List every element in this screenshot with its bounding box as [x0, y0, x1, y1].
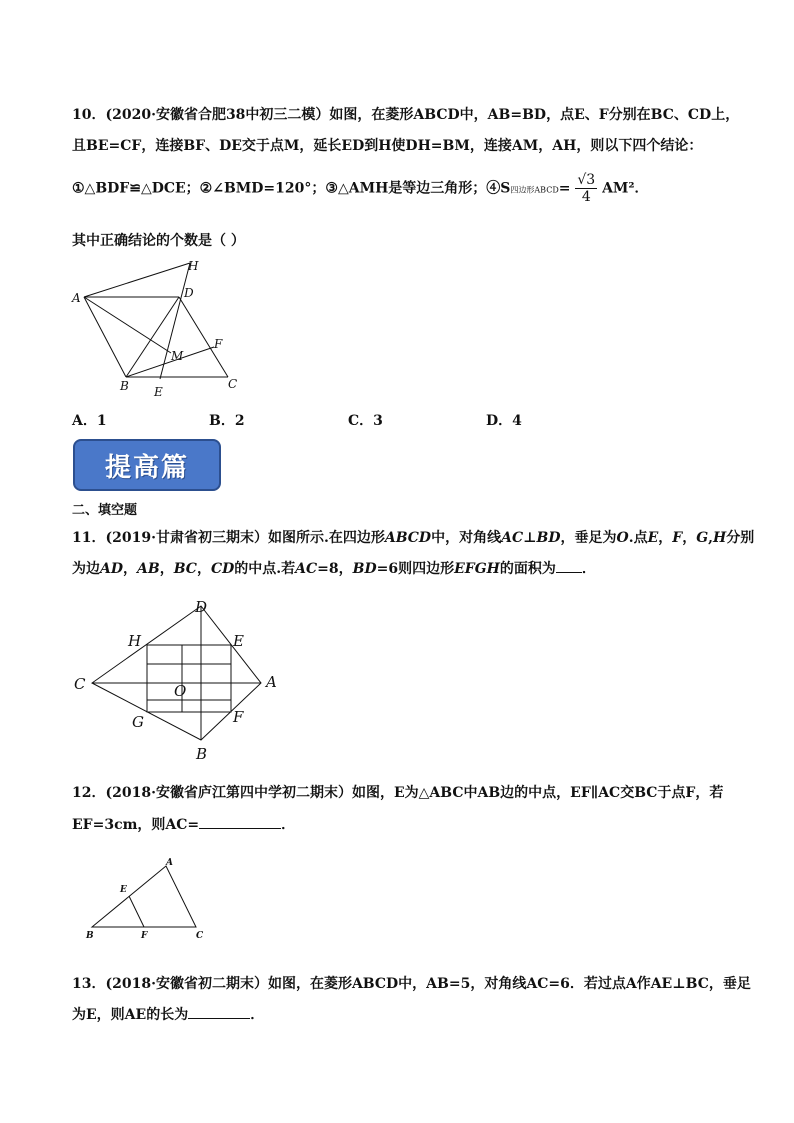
q12-label-E: E [120, 885, 127, 895]
q10-line-AH [84, 263, 190, 297]
q11-label-D: D [195, 598, 208, 616]
q11-text: BC [173, 561, 197, 577]
q11-text: ， [658, 530, 673, 546]
q13-line-1: 13．(2018·安徽省初二期末）如图，在菱形ABCD中，AB=5，对角线AC=6．若过点A作AE⊥BC，垂足 [72, 976, 751, 992]
q11-text: E [647, 530, 659, 546]
q10-question: 其中正确结论的个数是（ ） [72, 233, 245, 249]
q11-text: =6则四边形 [376, 561, 455, 577]
q11-text: AC [295, 561, 318, 577]
q11-text: H [713, 530, 727, 546]
q10-line-2: 且BE=CF，连接BF、DE交于点M，延长ED到H使DH=BM，连接AM，AH，则以下四个结论： [72, 138, 703, 154]
q11-text: BD [352, 561, 377, 577]
q11-figure [70, 594, 290, 769]
q11-label-O: O [174, 682, 187, 700]
q10-option-b: B．2 [209, 413, 245, 429]
q11-text: AB [137, 561, 160, 577]
q11-text: 的面积为 [499, 561, 556, 577]
q11-label-F: F [233, 708, 244, 726]
q11-line-1 [72, 527, 754, 547]
q11-text: ， [196, 561, 211, 577]
q11-text: AD [100, 561, 124, 577]
q11-text: G [696, 530, 709, 546]
q11-text: EFGH [454, 561, 500, 577]
q11-label-H: H [128, 632, 142, 650]
q11-text: ． [581, 561, 596, 577]
q11-label-B: B [196, 745, 208, 763]
q12-label-B: B [86, 931, 94, 941]
q10-option-a: A．1 [72, 413, 107, 429]
q11-label-G: G [132, 713, 144, 731]
q10-line-BF [126, 347, 214, 377]
q11-text: .点 [628, 530, 648, 546]
q10-option-d: D．4 [486, 413, 522, 429]
q11-text: ， [123, 561, 138, 577]
q10-label-B: B [120, 379, 129, 393]
q10-label-M: M [171, 349, 184, 363]
q11-text: F [672, 530, 683, 546]
q10-area-subscript: 四边形ABCD [510, 185, 559, 195]
q11-text: =8， [317, 561, 353, 577]
q11-text: ABCD [384, 530, 432, 546]
q10-line-1: 10．(2020·安徽省合肥38中初三二模）如图，在菱形ABCD中，AB=BD，点E、F分别在BC、CD上， [72, 107, 740, 123]
q12-figure [80, 852, 220, 952]
q13-text: 为E，则AE的长为 [72, 1007, 189, 1023]
section-banner-text: 提高篇 [104, 452, 189, 483]
q11-text: 的中点.若 [234, 561, 296, 577]
q11-text: 为边 [72, 561, 100, 577]
q10-fraction [575, 172, 597, 205]
q12-text: EF=3cm，则AC= [72, 817, 200, 833]
q10-label-C: C [228, 377, 238, 391]
q10-equals: = [558, 180, 571, 197]
q10-label-A: A [72, 291, 81, 305]
section-title: 二、填空题 [72, 503, 138, 518]
q10-label-D: D [184, 286, 194, 300]
q13-text: ． [250, 1007, 265, 1023]
q12-line-1: 12．(2018·安徽省庐江第四中学初二期末）如图，E为△ABC中AB边的中点，EF∥AC交BC于点F，若 [72, 785, 724, 801]
q11-line-2 [72, 558, 596, 578]
q11-text: AC⊥BD [501, 530, 561, 546]
q12-text: ． [281, 817, 296, 833]
q12-label-F: F [141, 931, 148, 941]
q10-figure [68, 255, 268, 405]
q11-text: ， [159, 561, 174, 577]
q11-text: ，垂足为 [560, 530, 617, 546]
q12-line-2 [72, 814, 295, 834]
section-banner [73, 439, 221, 491]
q11-label-E: E [233, 632, 244, 650]
q10-line-AB [84, 297, 126, 377]
q12-answer-blank[interactable] [199, 816, 281, 829]
q10-option-c: C．3 [348, 413, 383, 429]
q12-label-A: A [166, 858, 173, 868]
q10-statement-end: AM²． [602, 180, 649, 197]
q10-line-AM [84, 297, 171, 353]
q10-statements [72, 172, 649, 205]
q11-label-A: A [266, 673, 277, 691]
q11-text: 11．(2019·甘肃省初三期末）如图所示.在四边形 [72, 530, 385, 546]
q10-fraction-denominator: 4 [581, 189, 591, 205]
q12-triangle-ABC [92, 866, 196, 927]
q11-answer-blank[interactable] [556, 560, 582, 573]
q13-answer-blank[interactable] [188, 1006, 250, 1019]
q11-text: ， [682, 530, 697, 546]
q10-label-E: E [154, 385, 163, 399]
q10-fraction-numerator: √3 [577, 172, 596, 188]
q12-label-C: C [196, 931, 204, 941]
q11-text: O [616, 530, 629, 546]
q11-label-C: C [74, 675, 86, 693]
q12-line-EF [129, 896, 144, 927]
q11-text: 中，对角线 [431, 530, 502, 546]
q10-statement-text: ①△BDF≌△DCE；②∠BMD=120°；③△AMH是等边三角形；④S [72, 180, 511, 197]
q13-line-2 [72, 1004, 264, 1024]
q11-text: CD [210, 561, 235, 577]
q10-label-F: F [214, 337, 223, 351]
q10-label-H: H [188, 259, 199, 273]
q11-text: 分别 [726, 530, 755, 546]
q11-text: , [708, 530, 714, 546]
q11-rectangle-EFGH [147, 645, 231, 712]
